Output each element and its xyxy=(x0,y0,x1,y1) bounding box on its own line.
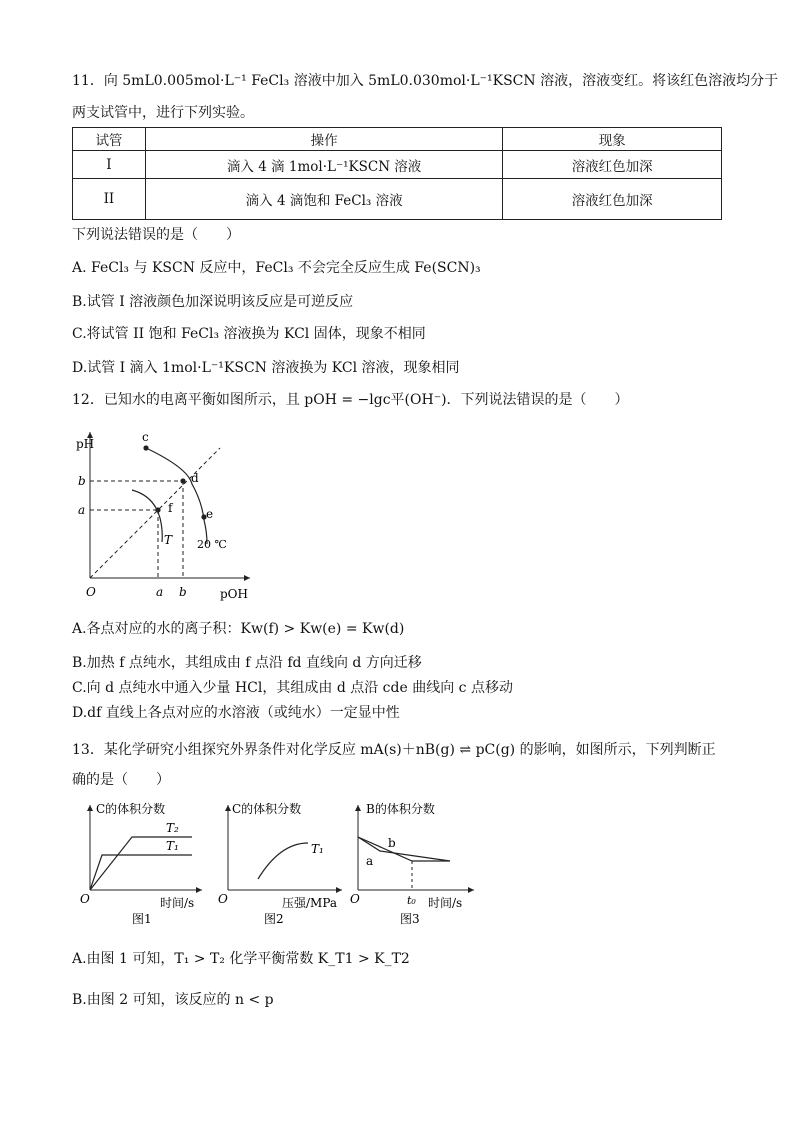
tick-a-x: a xyxy=(156,585,164,599)
fig1-ylabel: C的体积分数 xyxy=(96,802,166,816)
table-header-operation: 操作 xyxy=(145,128,503,151)
origin-label: O xyxy=(86,585,96,599)
fig2-origin: O xyxy=(218,892,228,906)
x-axis-label: pOH xyxy=(220,587,248,601)
q12-option-b: B.加热 f 点纯水，其组成由 f 点沿 fd 直线向 d 方向迁移 xyxy=(72,655,422,671)
fig2-ylabel: C的体积分数 xyxy=(232,802,302,816)
tick-b-x: b xyxy=(179,585,187,599)
point-d xyxy=(180,478,185,483)
q11-option-c: C.将试管 II 饱和 FeCl₃ 溶液换为 KCl 固体，现象不相同 xyxy=(72,326,426,342)
table-cell: II xyxy=(73,179,146,220)
q11-option-a: A. FeCl₃ 与 KSCN 反应中，FeCl₃ 不会完全反应生成 Fe(SCN)₃ xyxy=(72,260,481,276)
table-header-phenomenon: 现象 xyxy=(503,128,722,151)
point-f xyxy=(155,507,160,512)
tick-a-y: a xyxy=(78,503,86,517)
q13-figure-1 xyxy=(72,795,207,930)
tick-b-y: b xyxy=(78,474,86,488)
fig1-xlabel: 时间/s xyxy=(160,896,195,910)
table-cell: 滴入 4 滴 1mol·L⁻¹KSCN 溶液 xyxy=(145,151,503,179)
table-cell: 溶液红色加深 xyxy=(503,151,722,179)
point-c xyxy=(143,445,148,450)
q11-option-b: B.试管 I 溶液颜色加深说明该反应是可逆反应 xyxy=(72,294,354,310)
q13-stem-line2: 确的是（ ） xyxy=(72,772,170,788)
label-20c: 20 ℃ xyxy=(197,538,227,551)
fig1-caption: 图1 xyxy=(132,912,152,926)
fig1-label-t2: T₂ xyxy=(166,821,179,835)
fig3-xlabel: 时间/s xyxy=(428,896,463,910)
q12-option-c: C.向 d 点纯水中通入少量 HCl，其组成由 d 点沿 cde 曲线向 c 点移动 xyxy=(72,680,513,696)
label-t: T xyxy=(164,533,173,547)
q13-stem-line1: 13．某化学研究小组探究外界条件对化学反应 mA(s)＋nB(g) ⇌ pC(g) 的影响，如图所示，下列判断正 xyxy=(72,742,716,758)
q12-water-ionization-graph xyxy=(70,420,260,605)
q13-figure-2 xyxy=(212,795,347,930)
label-e: e xyxy=(206,507,214,521)
fig1-curve-t1 xyxy=(90,855,192,890)
q11-question: 下列说法错误的是（ ） xyxy=(72,227,240,243)
fig1-label-t1: T₁ xyxy=(166,839,179,853)
fig1-origin: O xyxy=(80,892,90,906)
fig2-caption: 图2 xyxy=(264,912,284,926)
fig3-label-a: a xyxy=(366,854,374,868)
y-axis-label: pH xyxy=(76,437,95,451)
table-cell: 溶液红色加深 xyxy=(503,179,722,220)
fig3-tick-t0: t₀ xyxy=(407,894,416,907)
q11-experiment-table xyxy=(72,127,722,220)
q12-option-a: A.各点对应的水的离子积：Kw(f) > Kw(e) = Kw(d) xyxy=(72,621,405,637)
table-cell: I xyxy=(73,151,146,179)
label-d: d xyxy=(191,471,199,485)
table-row xyxy=(73,151,722,179)
table-header-tube: 试管 xyxy=(73,128,146,151)
table-row xyxy=(73,179,722,220)
q11-stem-line2: 两支试管中，进行下列实验。 xyxy=(72,105,254,121)
fig3-label-b: b xyxy=(388,836,396,850)
q13-option-b: B.由图 2 可知，该反应的 n < p xyxy=(72,992,274,1008)
table-cell: 滴入 4 滴饱和 FeCl₃ 溶液 xyxy=(145,179,503,220)
q13-figure-3 xyxy=(350,795,480,930)
fig2-curve-t1 xyxy=(258,843,308,879)
q12-stem: 12．已知水的电离平衡如图所示，且 pOH = −lgc平(OH⁻)．下列说法错误的是（ ） xyxy=(72,392,629,408)
q11-stem-line1: 11．向 5mL0.005mol·L⁻¹ FeCl₃ 溶液中加入 5mL0.030mol·L⁻¹KSCN 溶液，溶液变红。将该红色溶液均分于 xyxy=(72,73,779,89)
q11-option-d: D.试管 I 滴入 1mol·L⁻¹KSCN 溶液换为 KCl 溶液，现象相同 xyxy=(72,360,460,376)
label-c: c xyxy=(142,430,149,444)
q13-option-a: A.由图 1 可知，T₁ > T₂ 化学平衡常数 K_T1 > K_T2 xyxy=(72,951,410,967)
label-f: f xyxy=(168,501,173,515)
fig3-ylabel: B的体积分数 xyxy=(366,802,435,816)
neutral-line-df xyxy=(90,448,220,578)
fig3-caption: 图3 xyxy=(400,912,420,926)
fig2-label-t1: T₁ xyxy=(311,842,324,856)
fig2-xlabel: 压强/MPa xyxy=(282,896,338,910)
fig3-origin: O xyxy=(350,892,360,906)
q12-option-d: D.df 直线上各点对应的水溶液（或纯水）一定显中性 xyxy=(72,705,400,721)
